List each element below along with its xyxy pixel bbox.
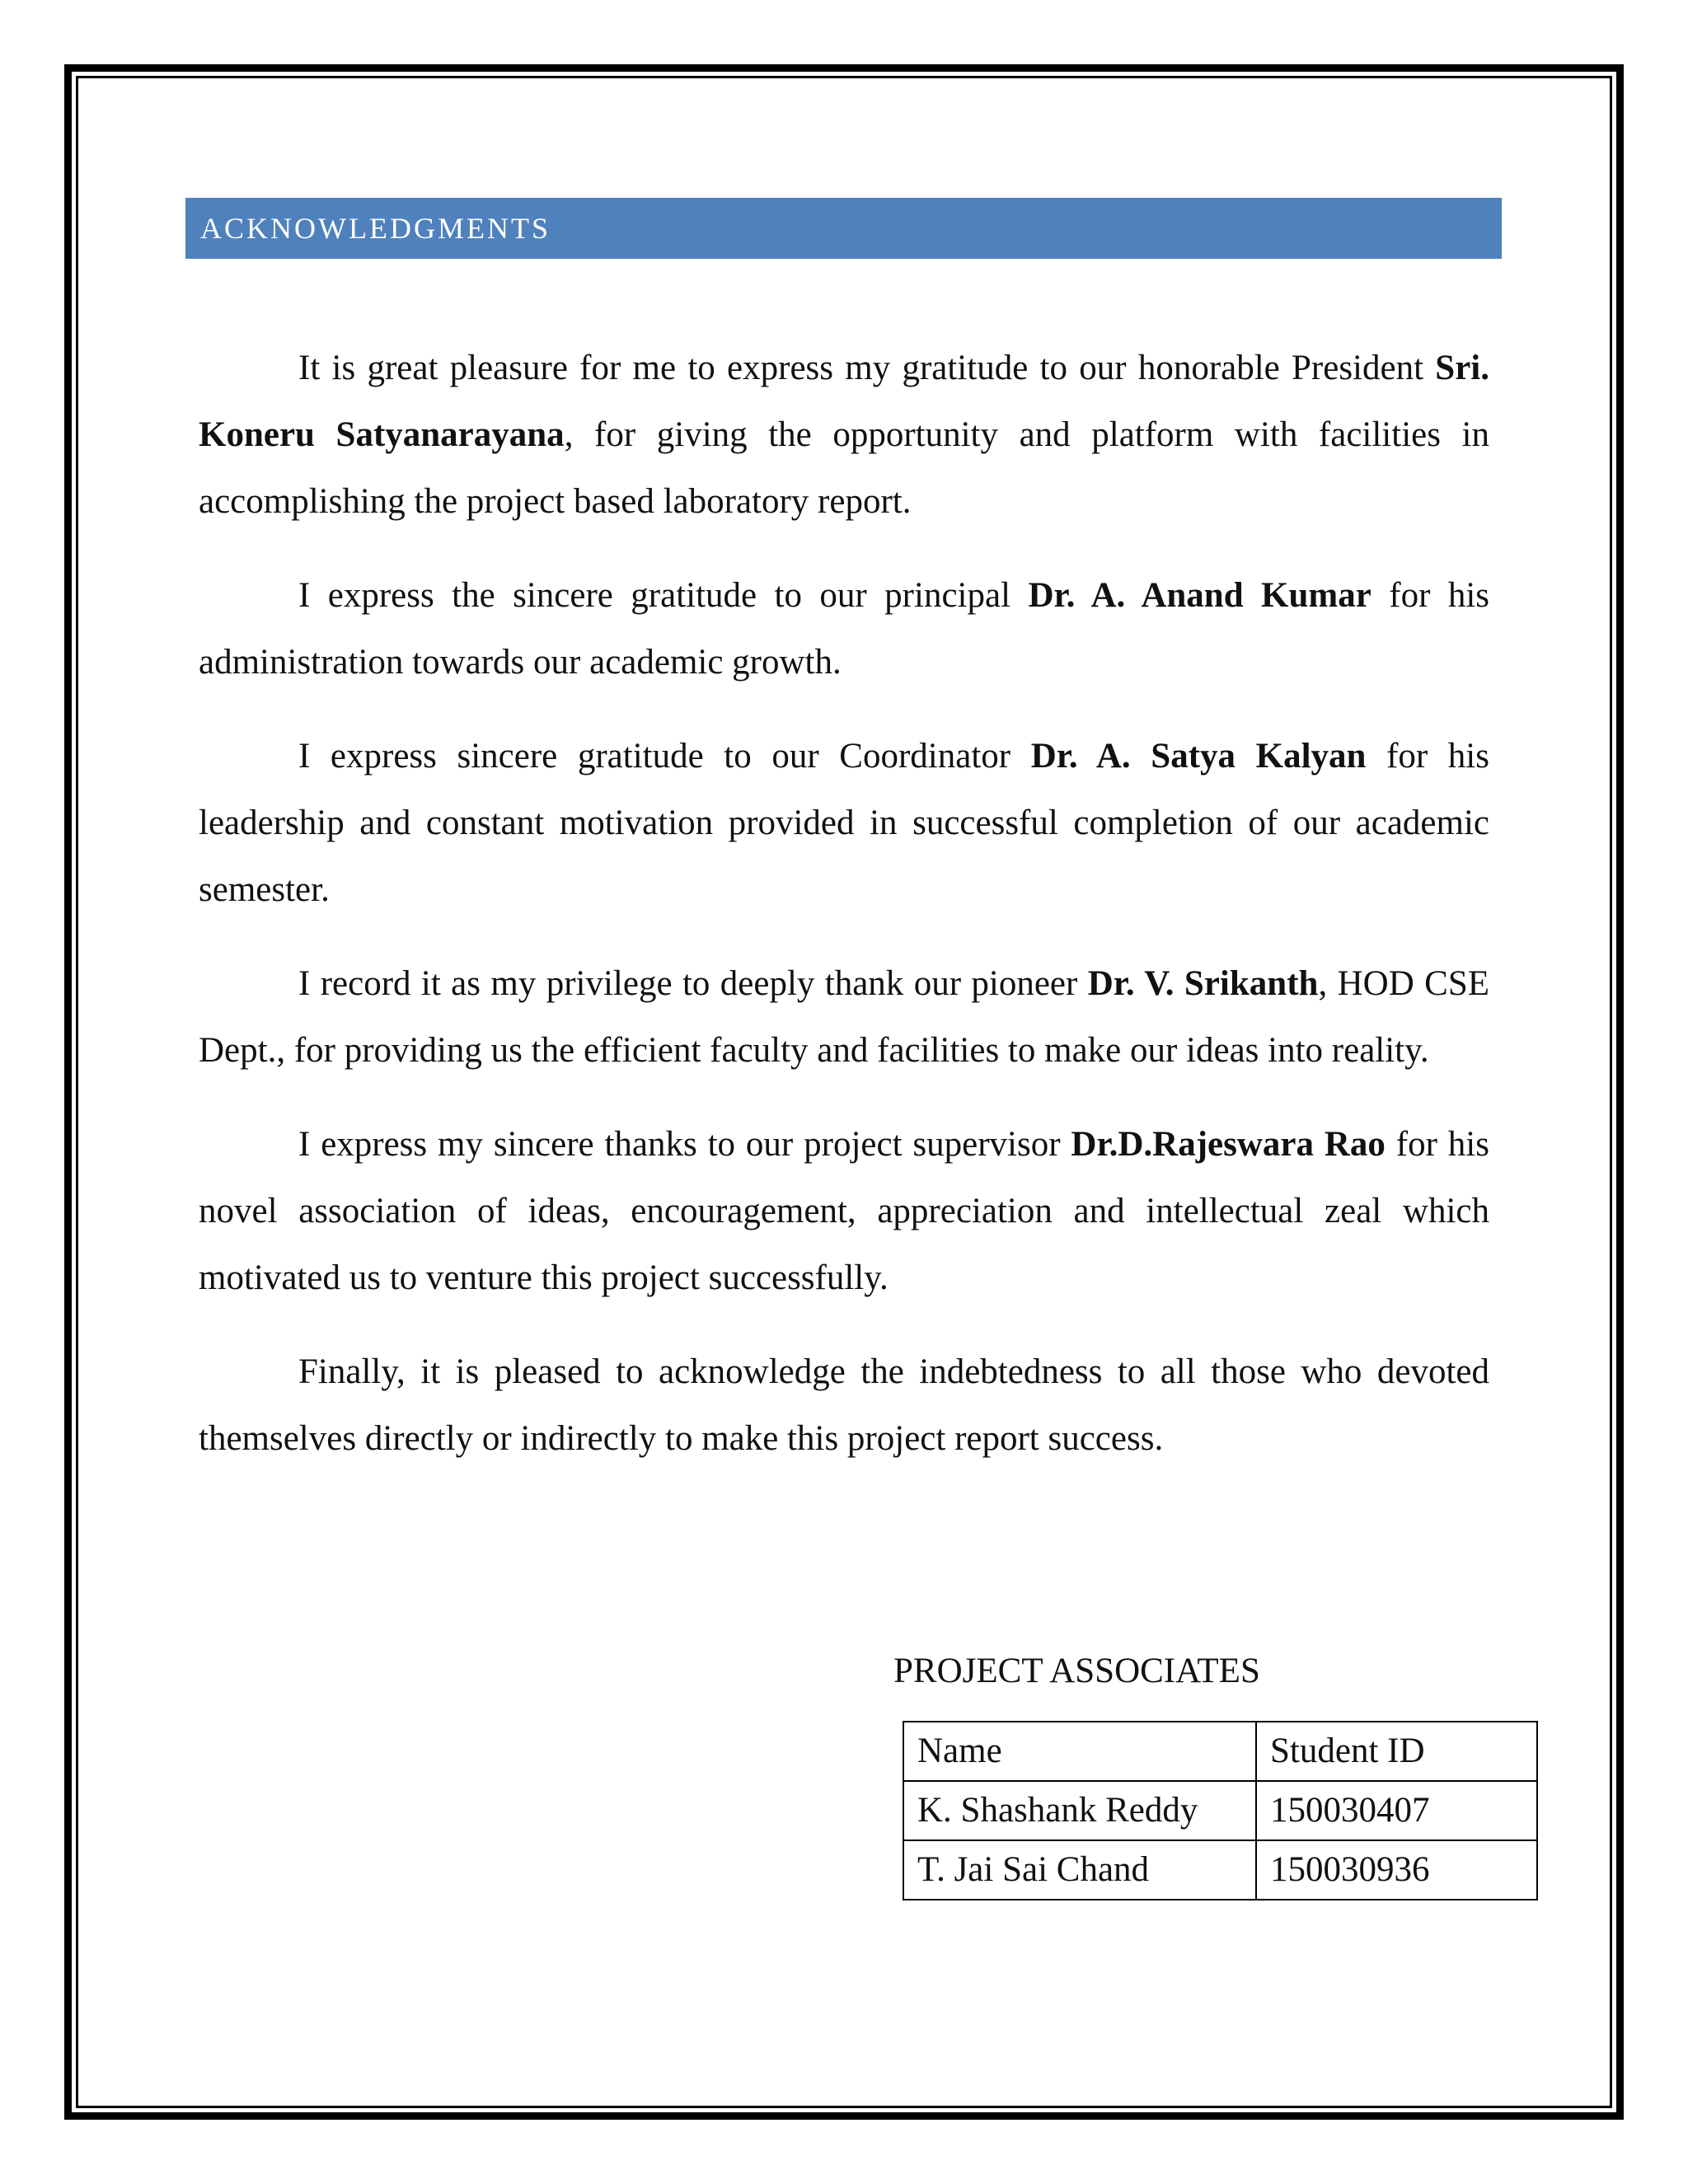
name-president: Sri. Koneru Satyanarayana [199, 349, 1489, 454]
acknowledgment-body [199, 335, 1489, 1499]
paragraph-president: It is great pleasure for me to express my gratitude to our honorable President Sri. Koneru Satyanarayana, for giving the opportunity and platform with facilities in accomplishing the project based laboratory report. [199, 349, 1489, 521]
header-student-id: Student ID [1256, 1722, 1537, 1781]
section-heading: ACKNOWLEDGMENTS [200, 212, 551, 245]
paragraph-principal: I express the sincere gratitude to our principal Dr. A. Anand Kumar for his administration towards our academic growth. [199, 576, 1489, 682]
cell-student-id: 150030407 [1256, 1781, 1537, 1840]
cell-name: T. Jai Sai Chand [903, 1840, 1256, 1900]
associates-table [903, 1721, 1538, 1900]
associates-title: PROJECT ASSOCIATES [893, 1652, 1260, 1690]
paragraph-final: Finally, it is pleased to acknowledge the indebtedness to all those who devoted themselves directly or indirectly to make this project report success. [199, 1352, 1489, 1458]
header-name: Name [903, 1722, 1256, 1781]
paragraph-supervisor: I express my sincere thanks to our project supervisor Dr.D.Rajeswara Rao for his novel association of ideas, encouragement, appreciation and intellectual zeal which motivated us to venture this project successfully. [199, 1125, 1489, 1297]
section-heading-bar [185, 198, 1502, 259]
paragraph-hod: I record it as my privilege to deeply thank our pioneer Dr. V. Srikanth, HOD CSE Dept., for providing us the efficient faculty and facilities to make our ideas into reality. [199, 964, 1489, 1070]
name-coordinator: Dr. A. Satya Kalyan [1030, 737, 1367, 776]
table-header-row [903, 1722, 1537, 1781]
name-supervisor: Dr.D.Rajeswara Rao [1071, 1125, 1386, 1164]
name-principal: Dr. A. Anand Kumar [1028, 576, 1372, 615]
cell-student-id: 150030936 [1256, 1840, 1537, 1900]
table-row [903, 1781, 1537, 1840]
table-row [903, 1840, 1537, 1900]
paragraph-coordinator: I express sincere gratitude to our Coordinator Dr. A. Satya Kalyan for his leadership and constant motivation provided in successful completion of our academic semester. [199, 737, 1489, 909]
cell-name: K. Shashank Reddy [903, 1781, 1256, 1840]
name-hod: Dr. V. Srikanth [1087, 964, 1319, 1003]
